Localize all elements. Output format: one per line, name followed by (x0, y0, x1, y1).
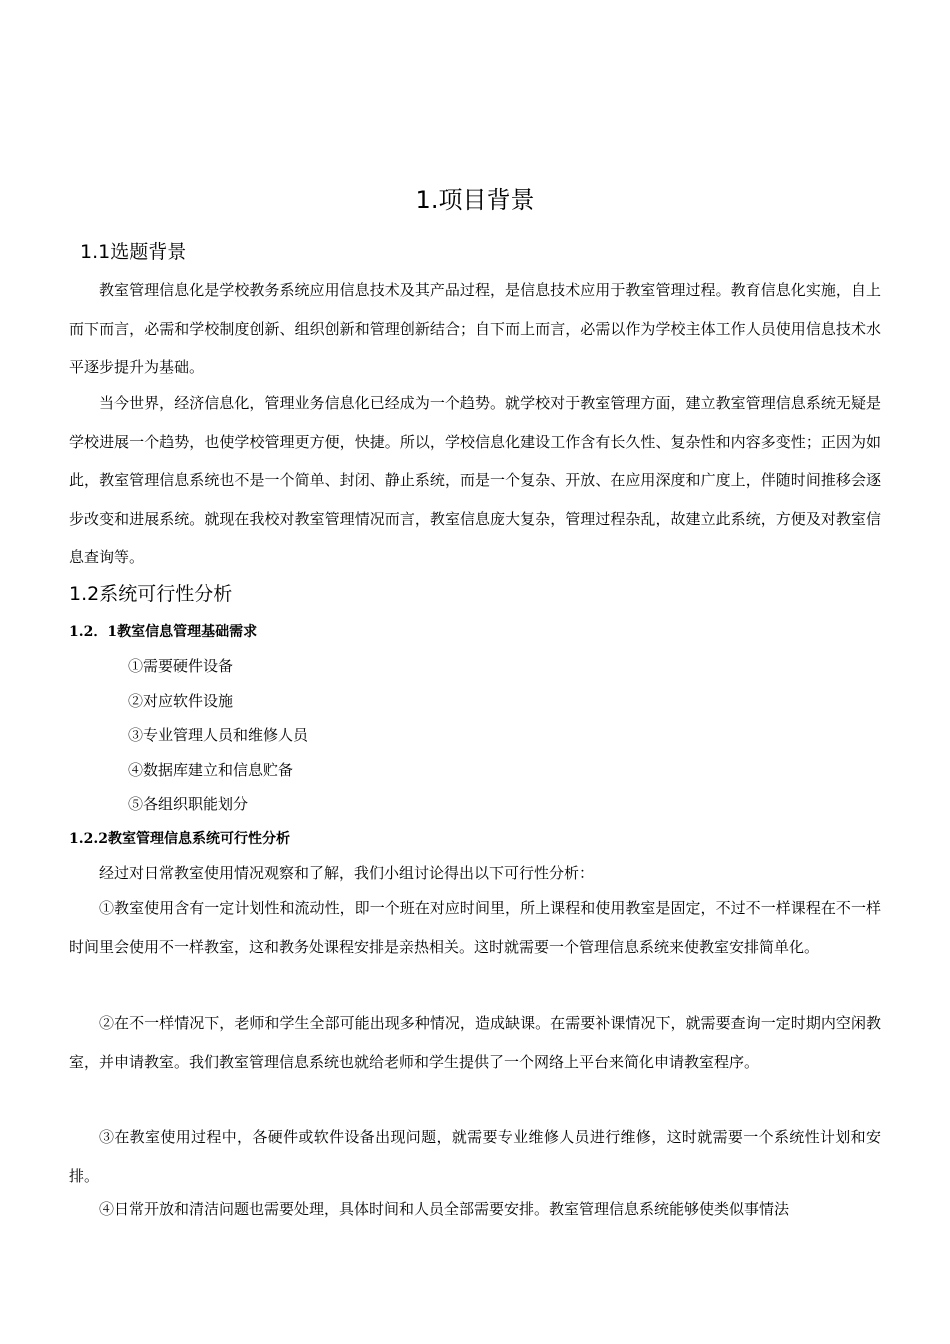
paragraph-intro: 经过对日常教室使用情况观察和了解，我们小组讨论得出以下可行性分析： (99, 864, 595, 882)
subsection-heading-1-2-1: 1.2．1教室信息管理基础需求 (69, 624, 258, 640)
paragraph-point-1: ①教室使用含有一定计划性和流动性，即一个班在对应时间里，所上课程和使用教室是固定，不过不一样课程在不一样时间里会使用不一样教室，这和教务处课程安排是亲热相关。这时就需要一个管理信息系统来使教室安排简单化。 (69, 899, 881, 956)
list-item: ⑤各组织职能划分 (128, 795, 249, 813)
section-heading-1-1: 1.1选题背景 (80, 241, 187, 263)
paragraph-point-3: ③在教室使用过程中，各硬件或软件设备出现问题，就需要专业维修人员进行维修，这时就需要一个系统性计划和安排。 (69, 1128, 881, 1185)
paragraph-point-2: ②在不一样情况下，老师和学生全部可能出现多种情况，造成缺课。在需要补课情况下，就需要查询一定时期内空闲教室，并申请教室。我们教室管理信息系统也就给老师和学生提供了一个网络上平台来简化申请教室程序。 (69, 1014, 881, 1071)
list-item: ③专业管理人员和维修人员 (128, 726, 309, 744)
subsection-heading-1-2-2: 1.2.2教室管理信息系统可行性分析 (69, 831, 290, 847)
section-heading-1-2: 1.2系统可行性分析 (69, 583, 233, 605)
page-title: 1.项目背景 (415, 186, 535, 214)
paragraph-point-4: ④日常开放和清洁问题也需要处理，具体时间和人员全部需要安排。教室管理信息系统能够使类似事情法 (99, 1200, 790, 1218)
list-item: ④数据库建立和信息贮备 (128, 761, 294, 779)
list-item: ①需要硬件设备 (128, 657, 234, 675)
list-item: ②对应软件设施 (128, 692, 234, 710)
paragraph-1-1-b: 当今世界，经济信息化，管理业务信息化已经成为一个趋势。就学校对于教室管理方面，建立教室管理信息系统无疑是学校进展一个趋势，也使学校管理更方便，快捷。所以，学校信息化建设工作含有长久性、复杂性和内容多变性；正因为如此，教室管理信息系统也不是一个简单、封闭、静止系统，而是一个复杂、开放、在应用深度和广度上，伴随时间推移会逐步改变和进展系统。就现在我校对教室管理情况而言，教室信息庞大复杂，管理过程杂乱，故建立此系统，方便及对教室信息查询等。 (69, 394, 881, 566)
paragraph-1-1-a: 教室管理信息化是学校教务系统应用信息技术及其产品过程，是信息技术应用于教室管理过程。教育信息化实施，自上而下而言，必需和学校制度创新、组织创新和管理创新结合；自下而上而言，必需以作为学校主体工作人员使用信息技术水平逐步提升为基础。 (69, 281, 881, 376)
